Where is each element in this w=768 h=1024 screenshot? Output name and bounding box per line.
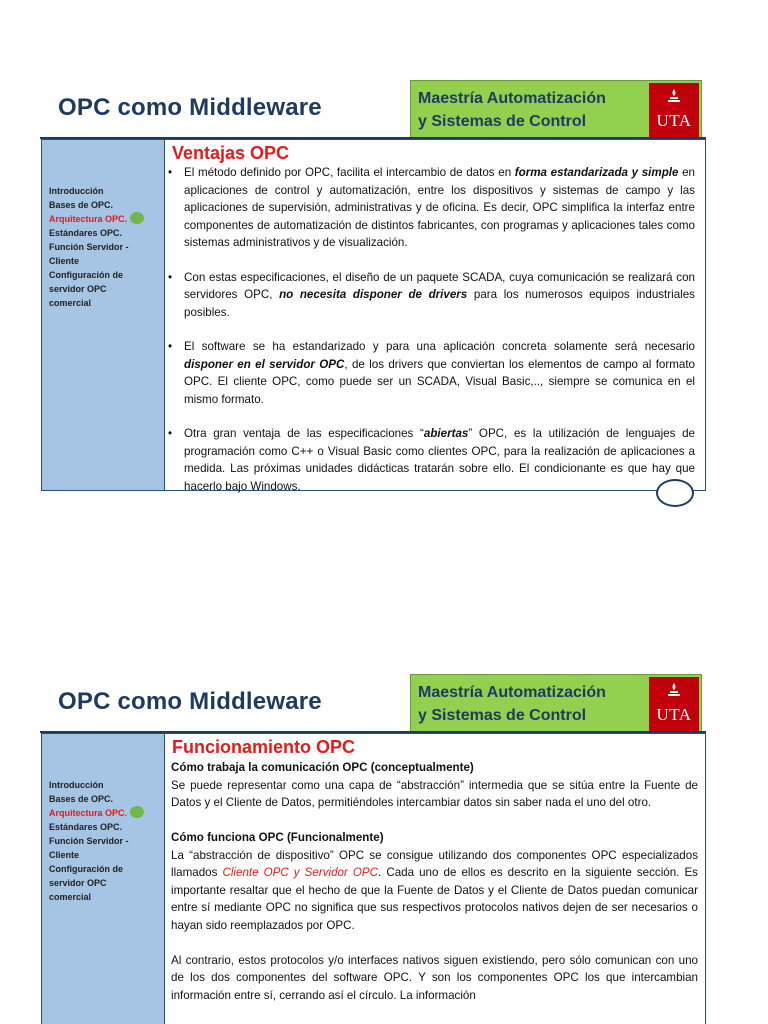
brand-line-1: Maestría Automatización: [418, 684, 606, 701]
brand-line-1: Maestría Automatización: [418, 90, 606, 107]
paragraph: Se puede representar como una capa de “abstracción” intermedia que se sitúa entre la Fuente de Datos y el Cliente de Datos, permitiéndoles intercambiar datos sin saber nada el uno del otro.: [171, 778, 698, 809]
sidebar: [41, 733, 165, 1024]
subheading: Cómo trabaja la comunicación OPC (conceptualmente): [171, 761, 474, 774]
slide-title: OPC como Middleware: [58, 94, 322, 121]
sidebar-item-configuracion-line1[interactable]: Configuración de: [49, 864, 123, 874]
content-panel: [165, 733, 706, 1024]
section-title: Ventajas OPC: [172, 143, 290, 163]
oval-shape: [656, 479, 694, 507]
content-panel: [165, 139, 706, 491]
brand-line-2: y Sistemas de Control: [418, 707, 587, 724]
torch-icon: [666, 682, 682, 700]
sidebar-item-estandares[interactable]: Estándares OPC.: [49, 228, 123, 238]
brand-line-2: y Sistemas de Control: [418, 113, 587, 130]
uta-logo: [649, 83, 699, 137]
paragraph: La “abstracción de dispositivo” OPC se consigue utilizando dos componentes OPC especializados llamados Cliente OPC y Servidor OPC. Cada uno de ellos es descrito en la siguiente sección. Es importante resaltar que el hecho de que la Fuente de Datos y el Cliente de Datos puedan comunicar entre sí mediante OPC no significa que sus respectivos protocolos nativos dejen de ser necesarios o hayan sido reemplazados por OPC.: [171, 848, 698, 932]
brand-text: [418, 87, 606, 133]
sidebar-item-configuracion-line2[interactable]: servidor OPC: [49, 284, 107, 294]
uta-logo: [649, 677, 699, 731]
slide-title: OPC como Middleware: [58, 688, 322, 715]
sidebar-item-label: Arquitectura OPC.: [49, 214, 128, 224]
sidebar-item-funcion-line2[interactable]: Cliente: [49, 850, 80, 860]
bullet-item: • Otra gran ventaja de las especificaciones “abiertas” OPC, es la utilización de lenguajes de programación como C++ o Visual Basic como clientes OPC, para la realización de aplicaciones a medida. Las próximas unidades didácticas tratarán sobre ello. El condicionante es que hay que hacerlo bajo Windows.: [168, 425, 695, 495]
sidebar-list: [49, 184, 161, 310]
sidebar-list: [49, 778, 161, 904]
bullet-list: [168, 164, 695, 512]
sidebar: [41, 139, 165, 491]
section-title: Funcionamiento OPC: [172, 737, 356, 757]
bullet-item: • El método definido por OPC, facilita el intercambio de datos en forma estandarizada y simple en aplicaciones de control y automatización, entre los dispositivos y sistemas de campo y las aplicaciones de supervisión, administrativas y de oficina. Es decir, OPC simplifica la interfaz entre componentes de automatización de distintos fabricantes, con programas y aplicaciones tales como sistemas administrativos y de visualización.: [168, 164, 695, 252]
sidebar-item-funcion-line2[interactable]: Cliente: [49, 256, 80, 266]
brand-banner: [410, 674, 702, 734]
torch-icon: [666, 88, 682, 106]
sidebar-item-configuracion-line3[interactable]: comercial: [49, 298, 92, 308]
brand-text: [418, 681, 606, 727]
sidebar-item-configuracion-line1[interactable]: Configuración de: [49, 270, 123, 280]
sidebar-item-bases[interactable]: Bases de OPC.: [49, 200, 114, 210]
bullet-item: • Con estas especificaciones, el diseño de un paquete SCADA, cuya comunicación se realizará con servidores OPC, no necesita disponer de drivers para los numerosos equipos industriales posibles.: [168, 269, 695, 322]
slide-funcionamiento: [0, 654, 768, 1024]
sidebar-item-estandares[interactable]: Estándares OPC.: [49, 822, 123, 832]
sidebar-item-introduccion[interactable]: Introducción: [49, 780, 104, 790]
brand-banner: [410, 80, 702, 140]
sidebar-item-introduccion[interactable]: Introducción: [49, 186, 104, 196]
current-marker-icon: [130, 806, 144, 818]
sidebar-item-arquitectura[interactable]: [49, 806, 161, 820]
current-marker-icon: [130, 212, 144, 224]
logo-text: UTA: [656, 111, 692, 130]
sidebar-item-label: Arquitectura OPC.: [49, 808, 128, 818]
body-text: [171, 759, 698, 1004]
slide-ventajas: [0, 60, 768, 500]
sidebar-item-configuracion-line2[interactable]: servidor OPC: [49, 878, 107, 888]
paragraph: Al contrario, estos protocolos y/o interfaces nativos siguen existiendo, pero sólo comunican con uno de los dos componentes del software OPC. Y son los componentes OPC los que intercambian información entre sí, cerrando así el círculo. La información: [171, 953, 698, 1002]
sidebar-item-arquitectura[interactable]: [49, 212, 161, 226]
logo-text: UTA: [656, 705, 692, 724]
bullet-item: • El software se ha estandarizado y para una aplicación concreta solamente será necesario disponer en el servidor OPC, de los drivers que conviertan los elementos de campo al formato OPC. El cliente OPC, como puede ser un SCADA, Visual Basic,.., siempre se comunica en el mismo formato.: [168, 338, 695, 408]
subheading: Cómo funciona OPC (Funcionalmente): [171, 831, 384, 844]
sidebar-item-bases[interactable]: Bases de OPC.: [49, 794, 114, 804]
sidebar-item-configuracion-line3[interactable]: comercial: [49, 892, 92, 902]
sidebar-item-funcion-line1[interactable]: Función Servidor -: [49, 836, 129, 846]
sidebar-item-funcion-line1[interactable]: Función Servidor -: [49, 242, 129, 252]
